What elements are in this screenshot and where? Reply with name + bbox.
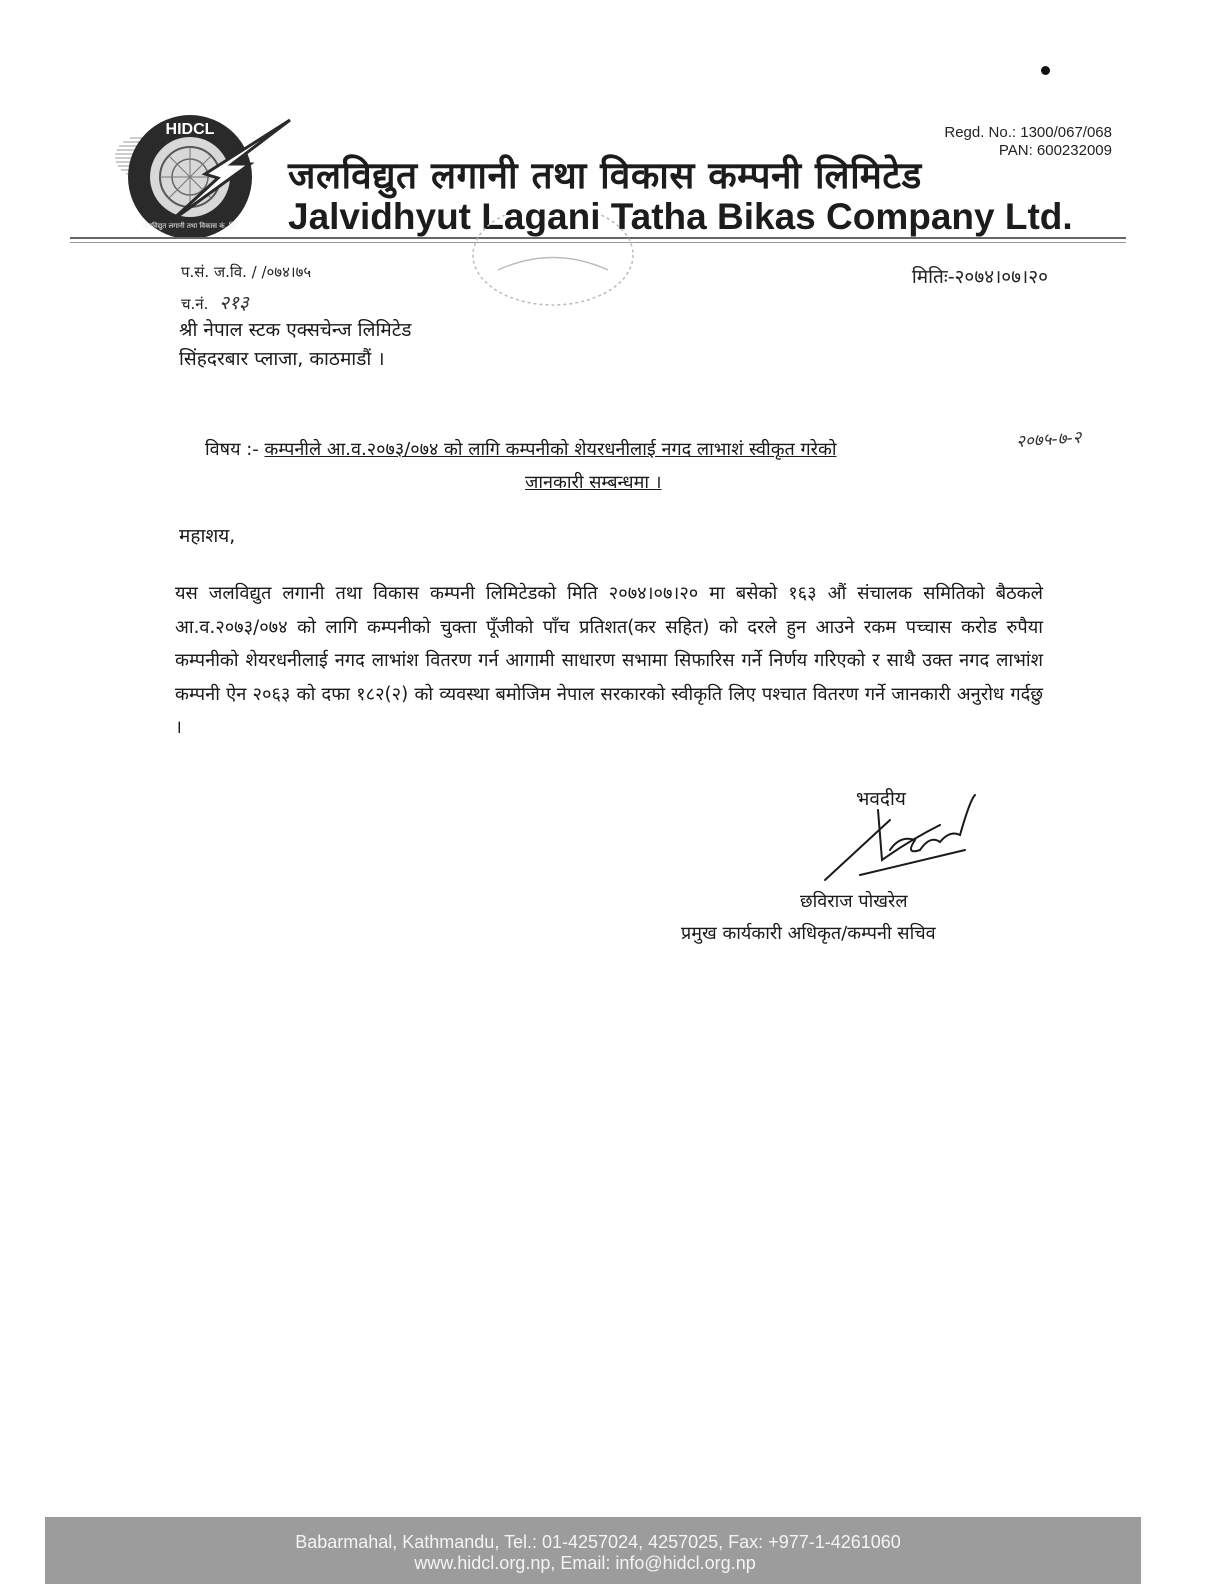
letter-date: मितिः-२०७४।०७।२०: [911, 266, 1048, 288]
subject-label: विषय :-: [205, 439, 259, 460]
company-name-english: Jalvidhyut Lagani Tatha Bikas Company Ltd.: [288, 196, 1073, 237]
salutation: महाशय,: [179, 525, 236, 547]
chalan-number: २१३: [219, 292, 249, 314]
handwritten-date: २०७५-७-२: [1015, 427, 1083, 453]
signer-designation: प्रमुख कार्यकारी अधिकृत/कम्पनी सचिव: [681, 923, 936, 944]
recipient-name: श्री नेपाल स्टक एक्सचेन्ज लिमिटेड: [179, 319, 412, 341]
faint-stamp-mark: [468, 215, 638, 310]
signer-name: छविराज पोखरेल: [800, 891, 908, 912]
scan-speck: [1041, 66, 1050, 75]
letter-body: यस जलविद्युत लगानी तथा विकास कम्पनी लिमिटेडको मिति २०७४।०७।२० मा बसेको १६३ औं संचालक समितिको बैठकले आ.व.२०७३/०७४ को लागि कम्पनीको चुक्ता पूँजीको पाँच प्रतिशत(कर सहित) को दरले हुन आउने रकम पच्चास करोड रुपैया कम्पनीको शेयरधनीलाई नगद लाभांश वितरण गर्न आगामी साधारण सभामा सिफारिस गर्ने निर्णय गरिएको र साथै उक्त नगद लाभांश कम्पनी ऐन २०६३ को दफा १८२(२) को व्यवस्था बमोजिम नेपाल सरकारको स्वीकृति लिए पश्चात वितरण गर्ने जानकारी अनुरोध गर्दछु ।: [175, 583, 1043, 739]
logo-text: HIDCL: [165, 121, 215, 138]
logo-ring-text: जलविद्युत लगानी तथा विकास कं. लि.: [142, 222, 238, 230]
subject-line: [205, 437, 837, 461]
subject-text-continued: जानकारी सम्बन्धमा ।: [525, 472, 662, 493]
registration-block: [944, 124, 1112, 160]
reference-number: प.सं. ज.वि. / /०७४।७५: [181, 263, 312, 281]
chalan-number-row: [181, 289, 249, 315]
subject-text: कम्पनीले आ.व.२०७३/०७४ को लागि कम्पनीको शेयरधनीलाई नगद लाभाशं स्वीकृत गरेको: [264, 439, 837, 460]
company-name-nepali: जलविद्युत लगानी तथा विकास कम्पनी लिमिटेड: [288, 154, 922, 197]
chalan-label: च.नं.: [181, 295, 209, 313]
handwritten-signature: [820, 780, 990, 890]
footer-contact: Babarmahal, Kathmandu, Tel.: 01-4257024, 4257025, Fax: +977-1-4261060: [295, 1532, 901, 1552]
closing-word: भवदीय: [856, 788, 906, 810]
regd-number: Regd. No.: 1300/067/068: [944, 124, 1112, 141]
recipient-address: सिंहदरबार प्लाजा, काठमाडौं ।: [179, 348, 385, 370]
hidcl-logo: [110, 112, 295, 242]
footer-web-email: www.hidcl.org.np, Email: info@hidcl.org.np: [414, 1553, 756, 1573]
pan-number: PAN: 600232009: [998, 142, 1112, 159]
